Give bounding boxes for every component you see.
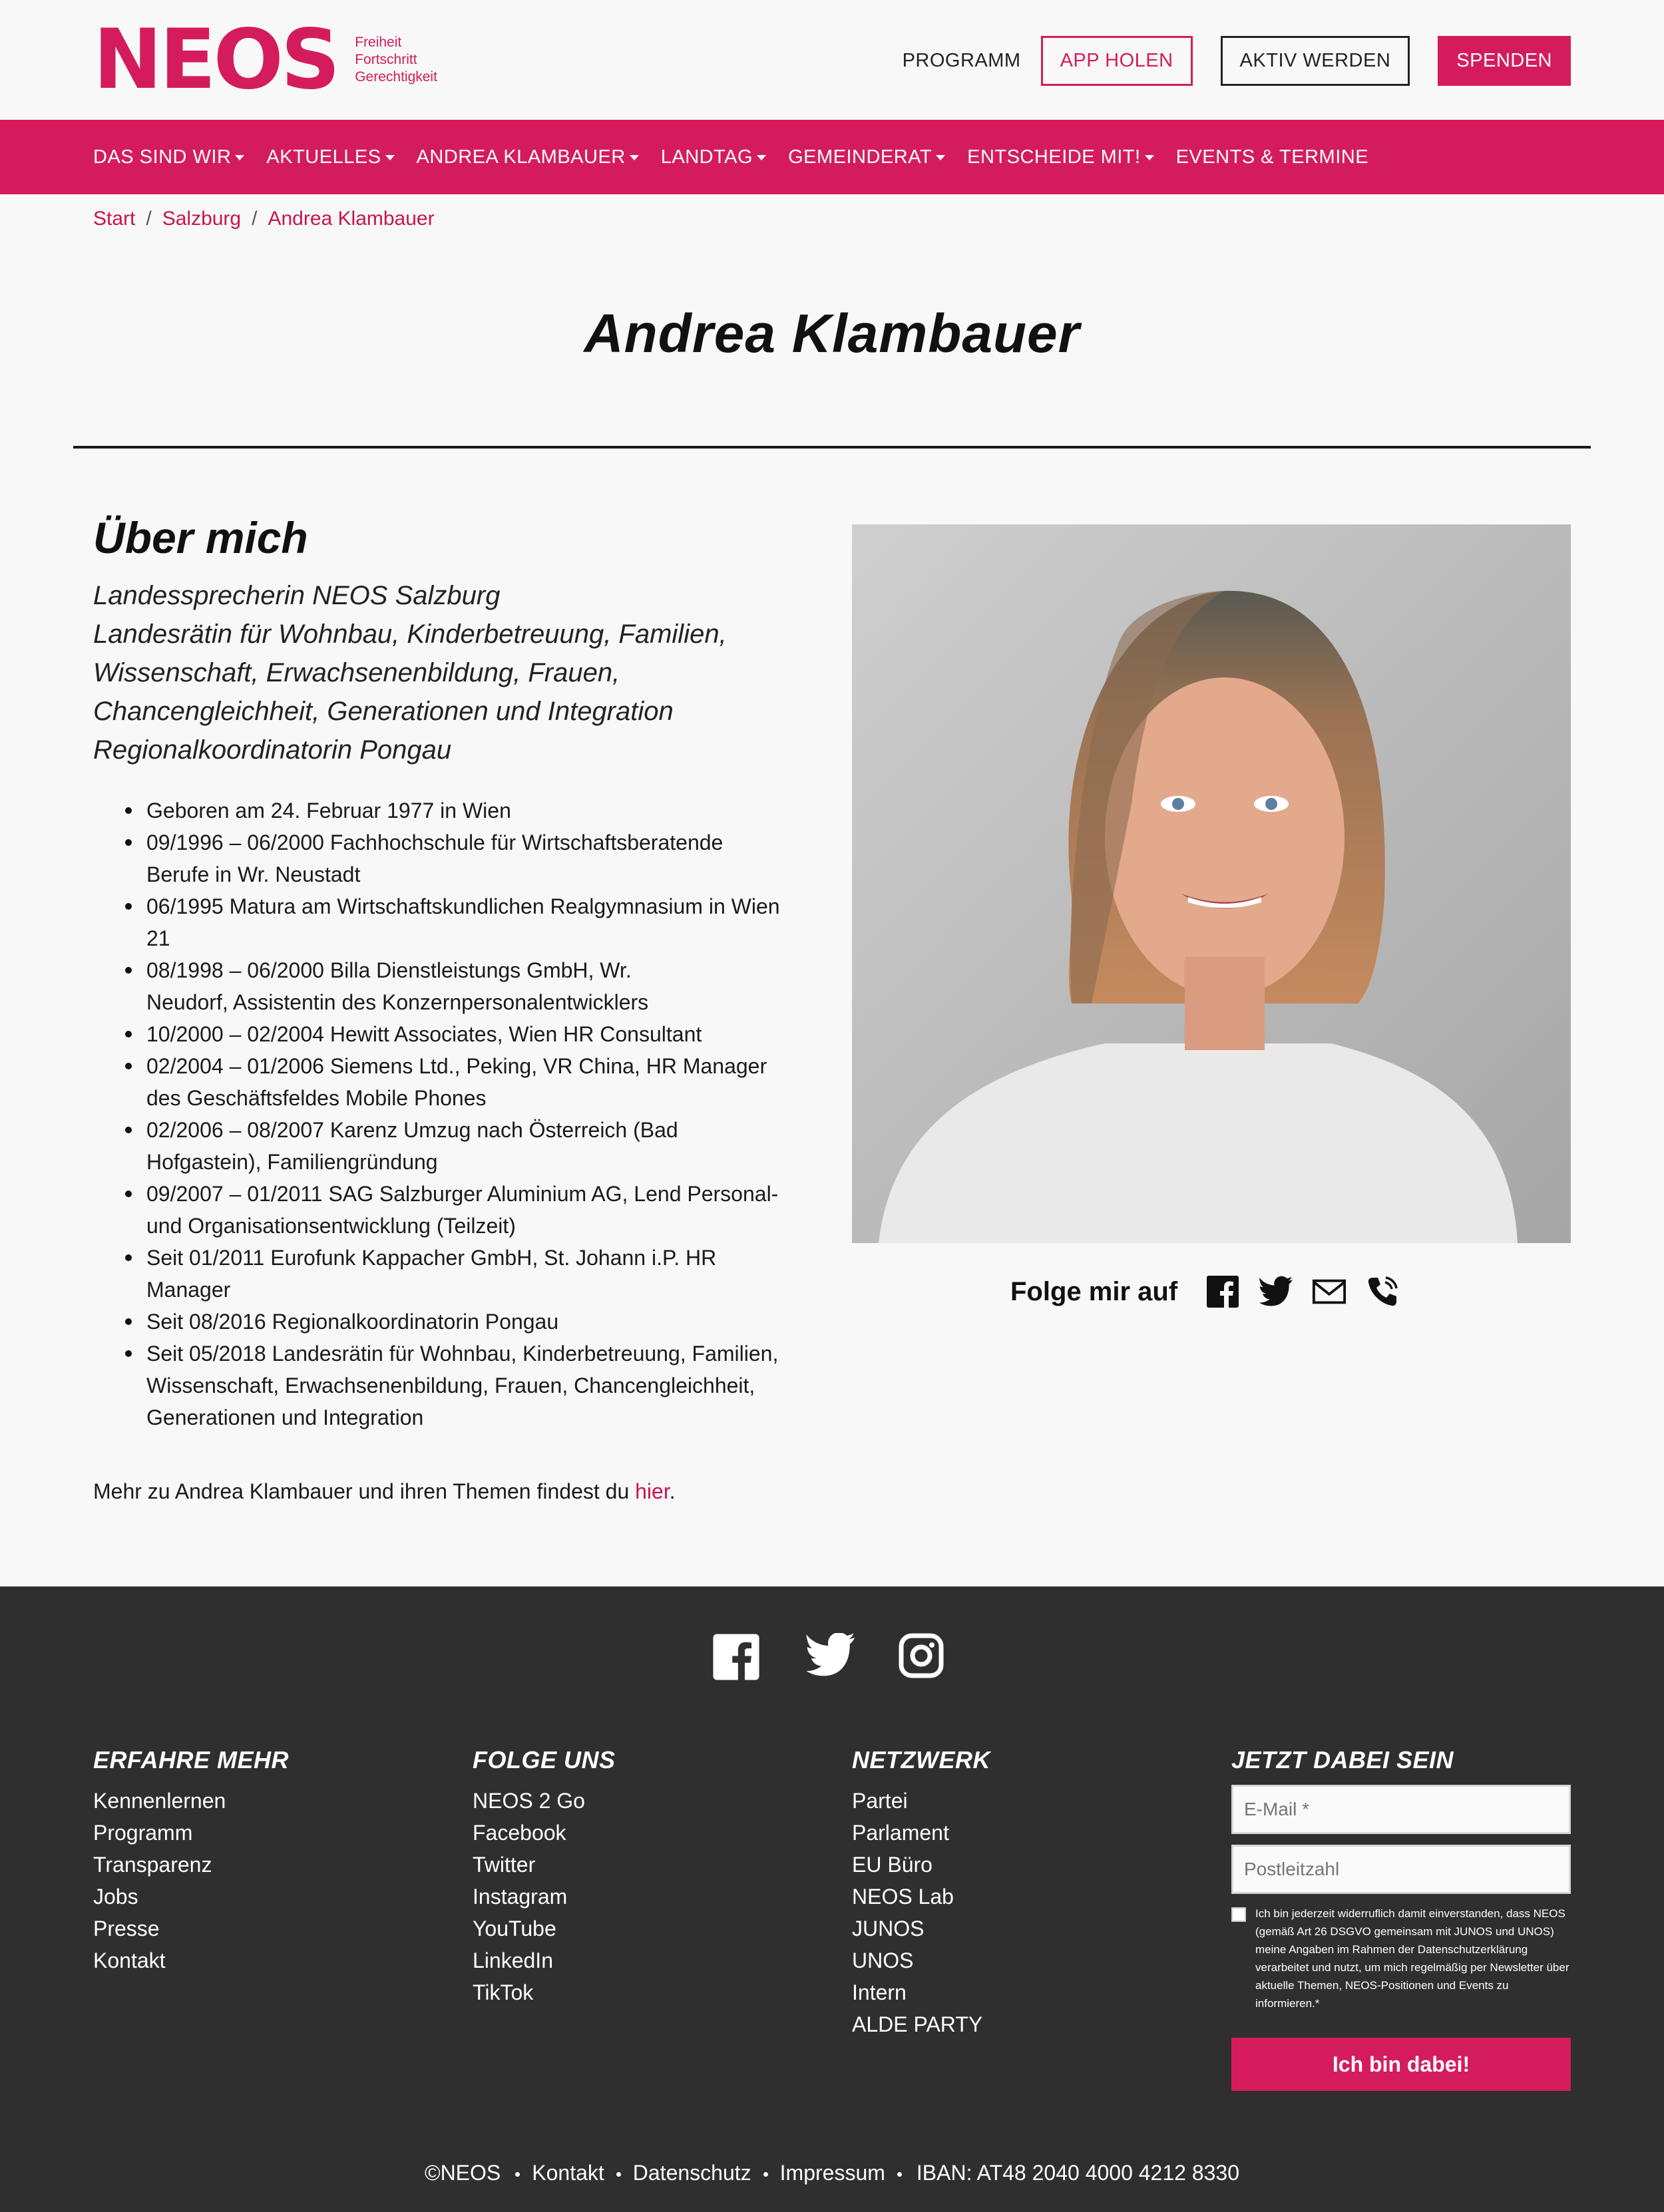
- main-nav: [0, 120, 1664, 194]
- caret-down-icon: [1145, 155, 1154, 160]
- footer-link-neos-lab[interactable]: NEOS Lab: [852, 1885, 954, 1909]
- nav-item-events-termine[interactable]: [1176, 146, 1368, 168]
- footer-links: [473, 1785, 616, 2008]
- cv-item-line: Seit 01/2011 Eurofunk Kappacher GmbH, St. Johann i.P. HR: [146, 1246, 717, 1270]
- footer-link-tiktok[interactable]: TikTok: [473, 1980, 534, 2004]
- footer-links: [93, 1785, 289, 1976]
- cv-item: [146, 1338, 825, 1433]
- logo-wordmark: NEOS: [93, 12, 338, 108]
- more-text: [93, 1479, 676, 1504]
- role-line: Wissenschaft, Erwachsenenbildung, Frauen,: [93, 658, 620, 687]
- cv-item-line: 09/2007 – 01/2011 SAG Salzburger Aluminium AG, Lend Personal-: [146, 1182, 779, 1206]
- nav-item-label: LANDTAG: [660, 146, 753, 168]
- consent-text: Ich bin jederzeit widerruflich damit einverstanden, dass NEOS (gemäß Art 26 DSGVO gemeinsam mit JUNOS und UNOS) meine Angaben im Rahmen der Datenschutzerklärung verarbeitet und nutzt, um mich regelmäßig per Newsletter über aktuelle Themen, NEOS-Positionen und Events zu informieren.*: [1255, 1907, 1569, 2010]
- legal-impressum-link[interactable]: Impressum: [779, 2161, 885, 2185]
- footer-link-parlament[interactable]: Parlament: [852, 1821, 949, 1845]
- cv-item-line: und Organisationsentwicklung (Teilzeit): [146, 1214, 516, 1238]
- footer-col-title: JETZT DABEI SEIN: [1231, 1746, 1454, 1773]
- role-line: Landessprecherin NEOS Salzburg: [93, 581, 501, 610]
- phone-icon[interactable]: [1365, 1274, 1400, 1309]
- separator-dot: [515, 2172, 520, 2177]
- cv-item-line: 09/1996 – 06/2000 Fachhochschule für Wirtschaftsberatende: [146, 830, 724, 854]
- footer-link-programm[interactable]: Programm: [93, 1821, 193, 1845]
- nav-item-label: AKTUELLES: [266, 146, 381, 168]
- footer-link-kennenlernen[interactable]: Kennenlernen: [93, 1789, 226, 1813]
- footer-link-instagram[interactable]: Instagram: [473, 1885, 568, 1909]
- footer-link-jobs[interactable]: Jobs: [93, 1885, 138, 1909]
- cv-item: [146, 1050, 825, 1114]
- cv-item-line: 06/1995 Matura am Wirtschaftskundlichen Realgymnasium in Wien: [146, 894, 780, 918]
- cv-item: [146, 827, 825, 890]
- footer-link-junos[interactable]: JUNOS: [852, 1917, 925, 1940]
- footer-link-transparenz[interactable]: Transparenz: [93, 1853, 212, 1877]
- neos-logo[interactable]: [93, 12, 437, 108]
- cv-item-line: Berufe in Wr. Neustadt: [146, 862, 361, 886]
- facebook-icon[interactable]: [712, 1633, 760, 1681]
- role-line: Regionalkoordinatorin Pongau: [93, 735, 452, 765]
- footer-link-unos[interactable]: UNOS: [852, 1948, 914, 1972]
- cv-item-line: Seit 05/2018 Landesrätin für Wohnbau, Kinderbetreuung, Familien,: [146, 1342, 779, 1366]
- cv-item-line: 08/1998 – 06/2000 Billa Dienstleistungs GmbH, Wr.: [146, 958, 632, 982]
- footer-legal: [0, 2161, 1664, 2185]
- footer-link-twitter[interactable]: Twitter: [473, 1853, 536, 1877]
- cv-item-line: 21: [146, 926, 170, 950]
- nav-item-landtag[interactable]: [661, 146, 766, 168]
- breadcrumb-separator: /: [252, 208, 258, 230]
- newsletter-form: [1231, 1746, 1571, 2091]
- footer-link-alde-party[interactable]: ALDE PARTY: [852, 2012, 983, 2036]
- cv-item: [146, 1306, 825, 1338]
- footer-social: [712, 1633, 946, 1681]
- twitter-icon[interactable]: [1259, 1274, 1293, 1309]
- cv-item-line: Manager: [146, 1278, 231, 1302]
- breadcrumb: [93, 208, 435, 230]
- footer-link-eu-büro[interactable]: EU Büro: [852, 1853, 933, 1877]
- role-line: Landesrätin für Wohnbau, Kinderbetreuung, Familien,: [93, 620, 727, 649]
- nav-item-label: GEMEINDERAT: [788, 146, 933, 168]
- nav-item-label: ANDREA KLAMBAUER: [416, 146, 626, 168]
- footer-link-intern[interactable]: Intern: [852, 1980, 907, 2004]
- logo-tagline: [355, 34, 437, 86]
- copyright: ©NEOS: [424, 2161, 501, 2185]
- cv-item-line: 02/2006 – 08/2007 Karenz Umzug nach Österreich (Bad: [146, 1118, 678, 1142]
- cv-item: [146, 795, 825, 827]
- footer-link-linkedin[interactable]: LinkedIn: [473, 1948, 553, 1972]
- app-holen-button[interactable]: APP HOLEN: [1041, 36, 1193, 86]
- cv-list: [93, 795, 825, 1433]
- title-divider: [73, 446, 1591, 449]
- footer-link-presse[interactable]: Presse: [93, 1917, 160, 1940]
- more-link[interactable]: hier: [635, 1479, 670, 1503]
- portrait-photo: [852, 524, 1571, 1243]
- breadcrumb-separator: /: [146, 208, 152, 230]
- caret-down-icon: [630, 155, 639, 160]
- cv-item-line: 02/2004 – 01/2006 Siemens Ltd., Peking, VR China, HR Manager: [146, 1054, 767, 1078]
- roles-block: [93, 576, 825, 769]
- cv-item: [146, 954, 825, 1018]
- follow-bar: [1010, 1274, 1400, 1309]
- aktiv-werden-button[interactable]: AKTIV WERDEN: [1221, 36, 1410, 86]
- tagline-line: Gerechtigkeit: [355, 69, 437, 85]
- cv-item: [146, 1018, 825, 1050]
- cv-item-line: des Geschäftsfeldes Mobile Phones: [146, 1086, 487, 1110]
- mail-icon[interactable]: [1312, 1274, 1347, 1309]
- footer-col-title: FOLGE UNS: [473, 1746, 616, 1773]
- caret-down-icon: [385, 155, 395, 160]
- portrait-illustration: [852, 524, 1571, 1243]
- about-section: [93, 512, 825, 1433]
- nav-item-label: DAS SIND WIR: [93, 146, 232, 168]
- separator-dot: [616, 2172, 621, 2177]
- consent-row: [1231, 1905, 1571, 2012]
- nav-item-das-sind-wir[interactable]: [93, 146, 244, 168]
- breadcrumb-start[interactable]: Start: [93, 208, 136, 230]
- consent-checkbox[interactable]: [1231, 1907, 1246, 1922]
- footer-col-erfahre-mehr: [93, 1746, 289, 1976]
- caret-down-icon: [757, 155, 766, 160]
- follow-label: Folge mir auf: [1010, 1276, 1178, 1306]
- cv-item-line: Wissenschaft, Erwachsenenbildung, Frauen, Chancengleichheit,: [146, 1374, 755, 1397]
- site-header: [0, 0, 1664, 120]
- footer-col-netzwerk: [852, 1746, 990, 2040]
- footer-link-youtube[interactable]: YouTube: [473, 1917, 556, 1940]
- nav-item-entscheide-mit[interactable]: [967, 146, 1153, 168]
- header-actions: [903, 36, 1571, 86]
- legal-kontakt-link[interactable]: Kontakt: [532, 2161, 604, 2185]
- footer-col-title: ERFAHRE MEHR: [93, 1746, 290, 1773]
- programm-link[interactable]: PROGRAMM: [902, 50, 1021, 71]
- tagline-line: Freiheit: [355, 35, 402, 50]
- nav-item-label: EVENTS & TERMINE: [1175, 146, 1369, 168]
- instagram-icon[interactable]: [899, 1633, 946, 1681]
- iban-text: IBAN: AT48 2040 4000 4212 8330: [916, 2161, 1240, 2185]
- cv-item: [146, 1178, 825, 1242]
- submit-button[interactable]: Ich bin dabei!: [1231, 2038, 1571, 2091]
- footer-links: [852, 1785, 990, 2040]
- site-footer: [0, 1586, 1664, 2212]
- page-title: Andrea Klambauer: [584, 303, 1080, 364]
- footer-link-facebook[interactable]: Facebook: [473, 1821, 566, 1845]
- email-input[interactable]: [1231, 1785, 1571, 1834]
- footer-col-title: NETZWERK: [852, 1746, 990, 1773]
- nav-items: [93, 120, 1368, 194]
- cv-item: [146, 1242, 825, 1306]
- role-line: Chancengleichheit, Generationen und Integration: [93, 697, 674, 726]
- separator-dot: [897, 2172, 902, 2177]
- cv-item-line: Seit 08/2016 Regionalkoordinatorin Pongau: [146, 1310, 559, 1334]
- footer-link-partei[interactable]: Partei: [852, 1789, 908, 1813]
- postleitzahl-input[interactable]: [1231, 1845, 1571, 1894]
- legal-datenschutz-link[interactable]: Datenschutz: [632, 2161, 751, 2185]
- nav-item-aktuelles[interactable]: [266, 146, 394, 168]
- footer-link-kontakt[interactable]: Kontakt: [93, 1948, 166, 1972]
- cv-item-line: Geboren am 24. Februar 1977 in Wien: [146, 799, 511, 823]
- facebook-icon[interactable]: [1205, 1274, 1240, 1309]
- cv-item-line: Generationen und Integration: [146, 1405, 424, 1429]
- more-prefix: Mehr zu Andrea Klambauer und ihren Themen findest du: [93, 1479, 636, 1503]
- nav-item-label: ENTSCHEIDE MIT!: [967, 146, 1141, 168]
- caret-down-icon: [936, 155, 945, 160]
- more-suffix: .: [669, 1479, 676, 1503]
- breadcrumb-salzburg[interactable]: Salzburg: [162, 208, 242, 230]
- tagline-line: Fortschritt: [355, 52, 417, 67]
- about-title: Über mich: [93, 513, 308, 562]
- twitter-icon[interactable]: [805, 1633, 853, 1681]
- caret-down-icon: [235, 155, 244, 160]
- footer-link-neos-2-go[interactable]: NEOS 2 Go: [473, 1789, 585, 1813]
- footer-col-folge-uns: [473, 1746, 616, 2008]
- cv-item: [146, 1114, 825, 1178]
- cv-item: [146, 890, 825, 954]
- cv-item-line: 10/2000 – 02/2004 Hewitt Associates, Wien HR Consultant: [146, 1022, 702, 1046]
- breadcrumb-current[interactable]: Andrea Klambauer: [268, 208, 435, 230]
- nav-item-andrea-klambauer[interactable]: [417, 146, 639, 168]
- separator-dot: [763, 2172, 768, 2177]
- nav-item-gemeinderat[interactable]: [788, 146, 945, 168]
- cv-item-line: Neudorf, Assistentin des Konzernpersonalentwicklers: [146, 990, 649, 1014]
- spenden-button[interactable]: SPENDEN: [1438, 36, 1571, 86]
- cv-item-line: Hofgastein), Familiengründung: [146, 1150, 438, 1174]
